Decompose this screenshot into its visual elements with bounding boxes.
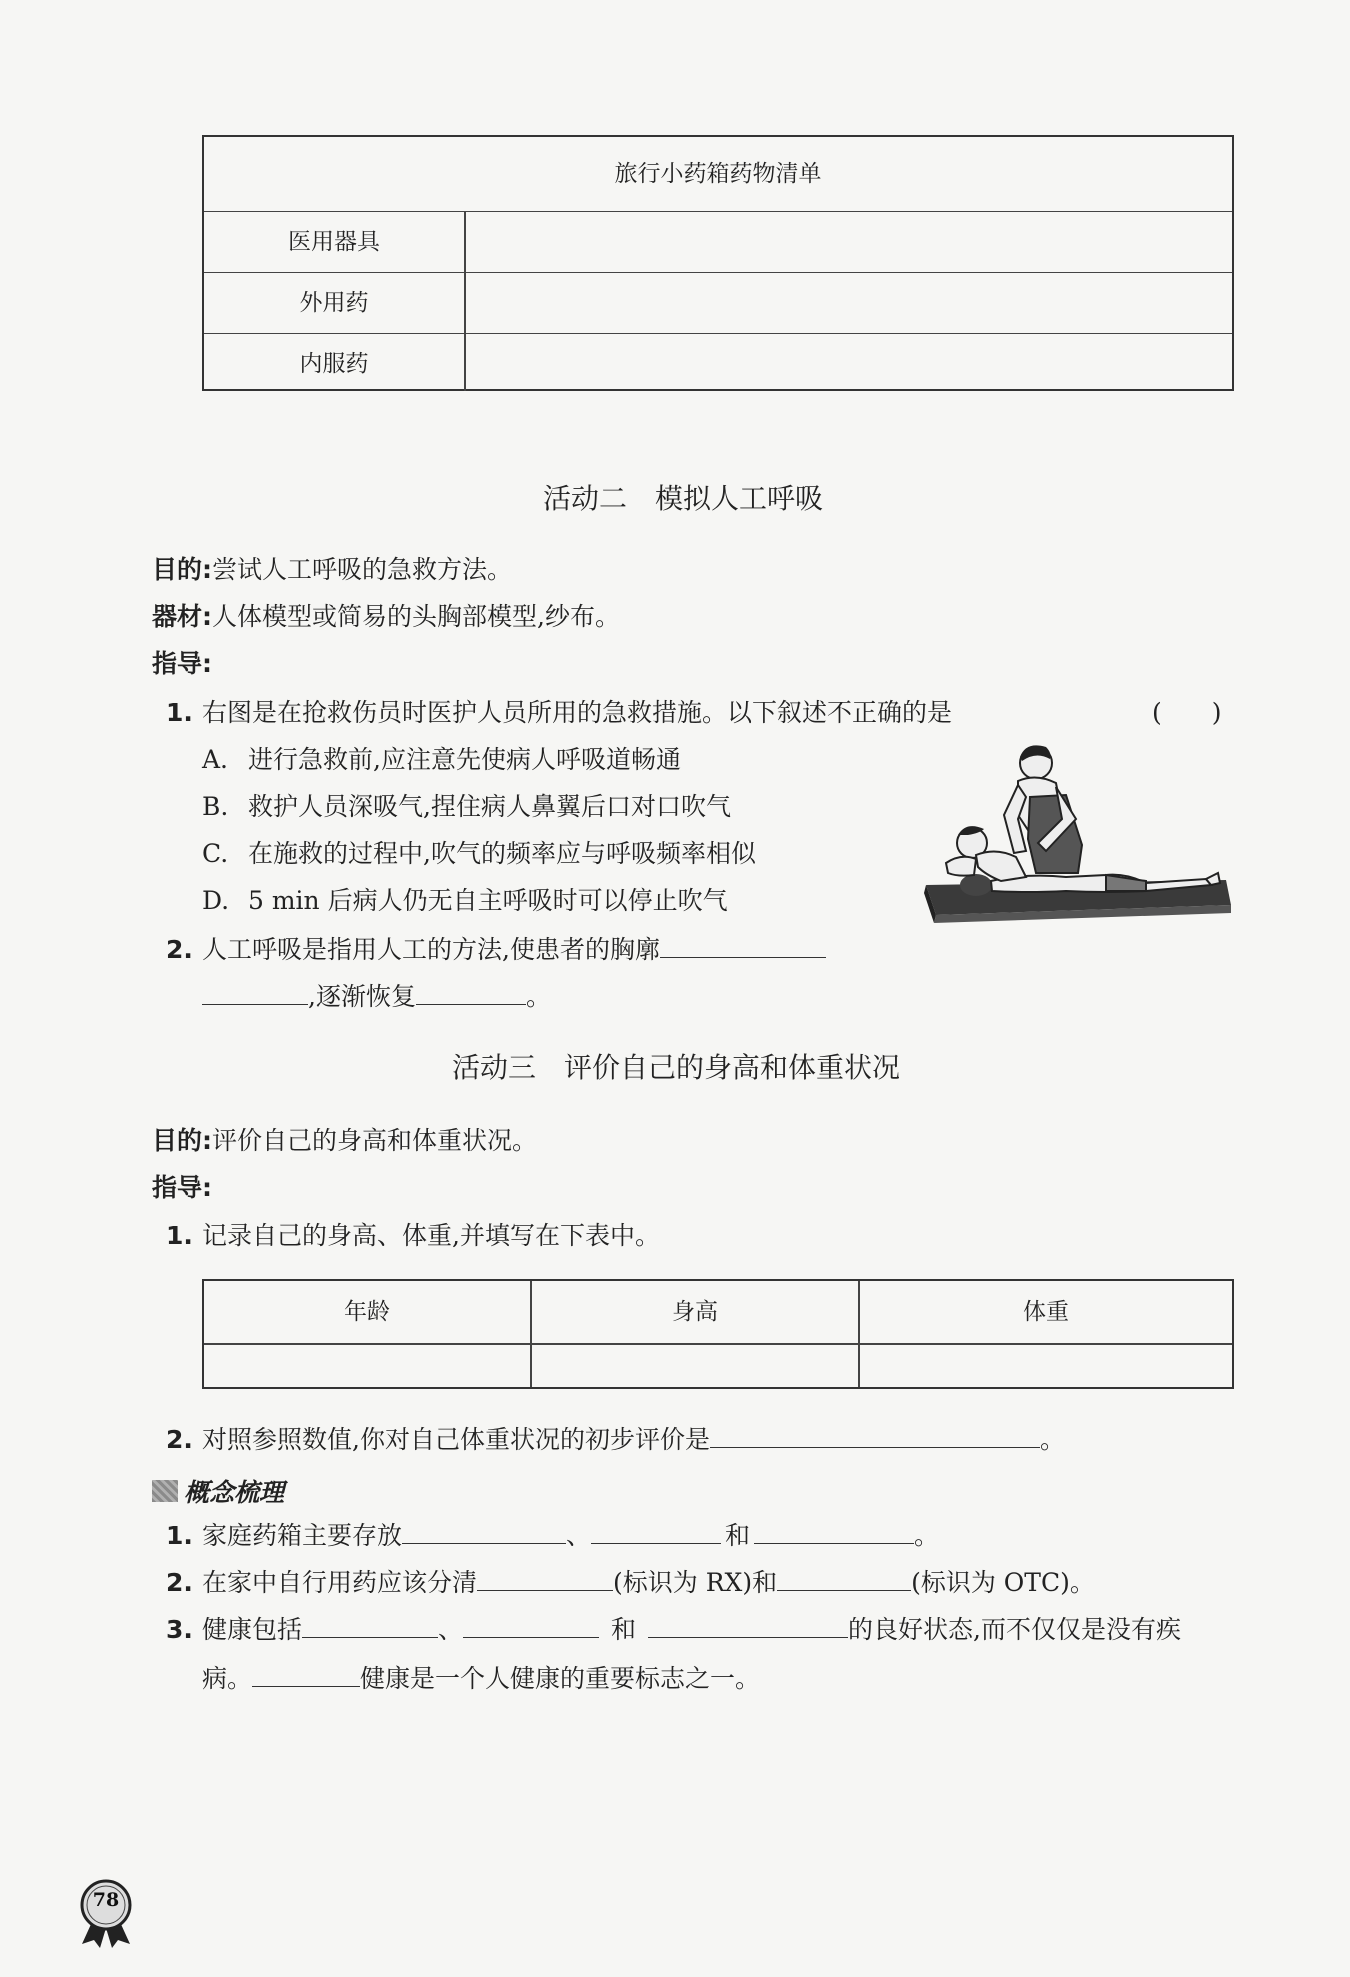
section-label: 概念梳理 xyxy=(184,1478,285,1507)
activity3-heading: 活动三 评价自己的身高和体重状况 xyxy=(452,1051,901,1084)
question-text: 和 xyxy=(725,1521,751,1550)
question-text: 家庭药箱主要存放 xyxy=(202,1521,403,1550)
question-text: 、 xyxy=(438,1615,464,1644)
question-text: ,逐渐恢复 xyxy=(308,982,416,1011)
activity2-materials xyxy=(152,600,620,634)
question-text: 。 xyxy=(1039,1425,1065,1454)
question-text: 健康是一个人健康的重要标志之一。 xyxy=(360,1664,761,1693)
question-text: (标识为 RX)和 xyxy=(613,1568,778,1597)
question-text: 人工呼吸是指用人工的方法,使患者的胸廓 xyxy=(202,935,660,964)
question-text: 病。 xyxy=(202,1664,253,1693)
concepts-question-2 xyxy=(166,1564,1095,1600)
activity2-purpose xyxy=(152,553,512,587)
table-row xyxy=(204,273,1232,334)
activity2-question-1 xyxy=(166,696,952,730)
option-text: 在施救的过程中,吹气的频率应与呼吸频率相似 xyxy=(248,839,756,868)
answer-blank[interactable] xyxy=(591,1517,721,1544)
question-number: 1. xyxy=(166,698,193,727)
activity3-guide-label: 指导: xyxy=(152,1173,212,1202)
option-text: 救护人员深吸气,捏住病人鼻翼后口对口吹气 xyxy=(248,792,731,821)
question-text: 记录自己的身高、体重,并填写在下表中。 xyxy=(202,1221,660,1250)
answer-blank[interactable] xyxy=(202,978,308,1005)
question-text: 健康包括 xyxy=(202,1615,303,1644)
answer-blank[interactable] xyxy=(754,1517,914,1544)
row-label-internal: 内服药 xyxy=(299,351,369,377)
question-text: 右图是在抢救伤员时医护人员所用的急救措施。以下叙述不正确的是 xyxy=(202,698,953,727)
purpose-text: 评价自己的身高和体重状况。 xyxy=(212,1126,538,1155)
header-weight: 体重 xyxy=(1023,1299,1069,1325)
answer-blank[interactable] xyxy=(252,1660,360,1687)
section-square-icon xyxy=(152,1480,178,1502)
table-row xyxy=(204,212,1232,273)
question-number: 2. xyxy=(166,935,193,964)
table-divider xyxy=(204,1343,1232,1345)
question-number: 2. xyxy=(166,1568,193,1597)
activity3-purpose xyxy=(152,1124,537,1158)
answer-blank[interactable] xyxy=(648,1611,848,1638)
option-letter: D. xyxy=(202,886,230,915)
concepts-section-tag xyxy=(152,1473,284,1507)
answer-blank[interactable] xyxy=(402,1517,566,1544)
answer-blank[interactable] xyxy=(477,1564,613,1591)
question-number: 3. xyxy=(166,1615,193,1644)
activity2-question-2 xyxy=(166,931,826,967)
medicine-table-title: 旅行小药箱药物清单 xyxy=(204,137,1232,212)
header-age: 年龄 xyxy=(344,1299,390,1325)
option-c xyxy=(202,837,756,871)
table-divider xyxy=(530,1281,532,1387)
activity2-guide-label: 指导: xyxy=(152,649,212,678)
question-text: (标识为 OTC)。 xyxy=(911,1568,1095,1597)
answer-blank[interactable] xyxy=(777,1564,911,1591)
question-text: 在家中自行用药应该分清 xyxy=(202,1568,478,1597)
option-b xyxy=(202,790,731,824)
option-letter: A. xyxy=(202,745,229,774)
question-text: 。 xyxy=(525,982,551,1011)
concepts-question-1 xyxy=(166,1517,939,1553)
medicine-list-table xyxy=(202,135,1234,391)
activity2-heading: 活动二 模拟人工呼吸 xyxy=(543,482,824,515)
question-text: 、 xyxy=(566,1521,592,1550)
cpr-illustration xyxy=(906,735,1236,931)
activity3-question-2 xyxy=(166,1421,1065,1457)
answer-blank[interactable] xyxy=(416,978,526,1005)
activity3-question-1 xyxy=(166,1219,660,1253)
row-label-instruments: 医用器具 xyxy=(288,229,380,255)
materials-text: 人体模型或简易的头胸部模型,纱布。 xyxy=(212,602,620,631)
option-letter: C. xyxy=(202,839,229,868)
question-number: 1. xyxy=(166,1221,193,1250)
option-a xyxy=(202,743,681,777)
option-d xyxy=(202,884,728,918)
concepts-question-3-cont xyxy=(202,1660,760,1696)
option-text: 5 min 后病人仍无自主呼吸时可以停止吹气 xyxy=(248,886,728,915)
purpose-label: 目的: xyxy=(152,555,212,584)
answer-blank[interactable] xyxy=(710,1421,1040,1448)
table-divider xyxy=(858,1281,860,1387)
option-letter: B. xyxy=(202,792,229,821)
option-text: 进行急救前,应注意先使病人呼吸道畅通 xyxy=(248,745,681,774)
question-number: 2. xyxy=(166,1425,193,1454)
answer-blank[interactable] xyxy=(463,1611,599,1638)
concepts-question-3 xyxy=(166,1611,1181,1647)
answer-blank[interactable] xyxy=(660,931,826,958)
question-number: 1. xyxy=(166,1521,193,1550)
question-text: 对照参照数值,你对自己体重状况的初步评价是 xyxy=(202,1425,710,1454)
table-row xyxy=(204,334,1232,394)
purpose-label: 目的: xyxy=(152,1126,212,1155)
question-text: 和 xyxy=(611,1615,637,1644)
purpose-text: 尝试人工呼吸的急救方法。 xyxy=(212,555,513,584)
row-label-external: 外用药 xyxy=(299,290,369,316)
question-text: 的良好状态,而不仅仅是没有疾 xyxy=(848,1615,1181,1644)
header-height: 身高 xyxy=(672,1299,718,1325)
answer-paren: ( ) xyxy=(1152,698,1222,727)
page-number: 78 xyxy=(92,1889,120,1911)
height-weight-table xyxy=(202,1279,1234,1389)
materials-label: 器材: xyxy=(152,602,212,631)
activity2-question-2-cont xyxy=(202,978,551,1014)
answer-blank[interactable] xyxy=(302,1611,438,1638)
question-text: 。 xyxy=(914,1521,940,1550)
